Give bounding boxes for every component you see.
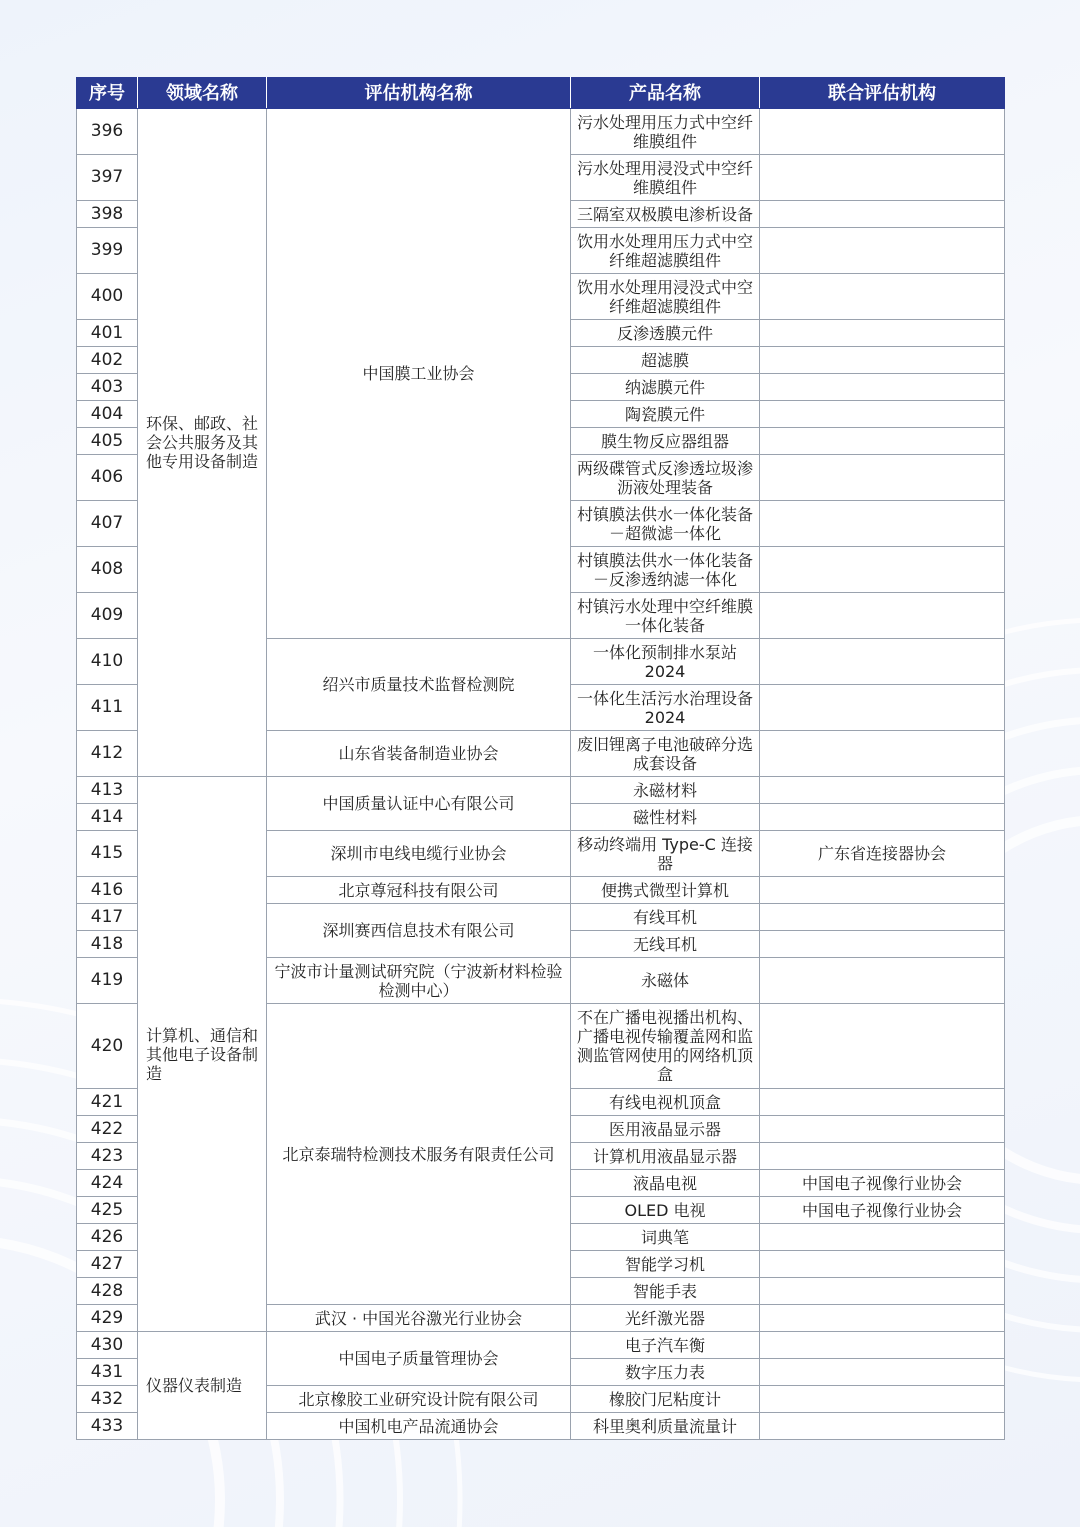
product-name-cell: 词典笔 xyxy=(571,1224,760,1251)
joint-agency-cell xyxy=(760,931,1005,958)
product-name-cell: 一体化生活污水治理设备 2024 xyxy=(571,685,760,731)
joint-agency-cell xyxy=(760,1089,1005,1116)
serial-no-cell: 424 xyxy=(77,1170,138,1197)
product-name-cell: 不在广播电视播出机构、广播电视传输覆盖网和监测监管网使用的网络机顶盒 xyxy=(571,1004,760,1089)
product-name-cell: 橡胶门尼粘度计 xyxy=(571,1386,760,1413)
product-name-cell: 纳滤膜元件 xyxy=(571,374,760,401)
serial-no-cell: 405 xyxy=(77,428,138,455)
table-header-row xyxy=(77,78,1005,109)
serial-no-cell: 402 xyxy=(77,347,138,374)
joint-agency-cell xyxy=(760,593,1005,639)
agency-name-cell: 宁波市计量测试研究院（宁波新材料检验检测中心） xyxy=(267,958,571,1004)
serial-no-cell: 403 xyxy=(77,374,138,401)
joint-agency-cell xyxy=(760,1116,1005,1143)
serial-no-cell: 426 xyxy=(77,1224,138,1251)
product-name-cell: 科里奥利质量流量计 xyxy=(571,1413,760,1440)
agency-name-cell: 深圳赛西信息技术有限公司 xyxy=(267,904,571,958)
product-name-cell: 电子汽车衡 xyxy=(571,1332,760,1359)
joint-agency-cell xyxy=(760,274,1005,320)
table-row xyxy=(77,109,1005,155)
serial-no-cell: 406 xyxy=(77,455,138,501)
agency-name-cell: 中国质量认证中心有限公司 xyxy=(267,777,571,831)
serial-no-cell: 401 xyxy=(77,320,138,347)
table-row xyxy=(77,777,1005,804)
joint-agency-cell xyxy=(760,1224,1005,1251)
joint-agency-cell xyxy=(760,639,1005,685)
serial-no-cell: 422 xyxy=(77,1116,138,1143)
serial-no-cell: 428 xyxy=(77,1278,138,1305)
serial-no-cell: 431 xyxy=(77,1359,138,1386)
joint-agency-cell xyxy=(760,320,1005,347)
product-name-cell: 液晶电视 xyxy=(571,1170,760,1197)
product-name-cell: 光纤激光器 xyxy=(571,1305,760,1332)
assessment-table xyxy=(76,77,1005,1440)
serial-no-cell: 419 xyxy=(77,958,138,1004)
product-name-cell: 饮用水处理用压力式中空纤维超滤膜组件 xyxy=(571,228,760,274)
product-name-cell: 村镇膜法供水一体化装备－超微滤一体化 xyxy=(571,501,760,547)
agency-name-cell: 深圳市电线电缆行业协会 xyxy=(267,831,571,877)
product-name-cell: 废旧锂离子电池破碎分选成套设备 xyxy=(571,731,760,777)
serial-no-cell: 400 xyxy=(77,274,138,320)
joint-agency-cell xyxy=(760,958,1005,1004)
joint-agency-cell xyxy=(760,1359,1005,1386)
serial-no-cell: 407 xyxy=(77,501,138,547)
joint-agency-cell xyxy=(760,1413,1005,1440)
joint-agency-cell xyxy=(760,1386,1005,1413)
joint-agency-cell xyxy=(760,155,1005,201)
product-name-cell: 膜生物反应器组器 xyxy=(571,428,760,455)
serial-no-cell: 413 xyxy=(77,777,138,804)
product-name-cell: 数字压力表 xyxy=(571,1359,760,1386)
agency-name-cell: 北京尊冠科技有限公司 xyxy=(267,877,571,904)
agency-name-cell: 武汉 · 中国光谷激光行业协会 xyxy=(267,1305,571,1332)
assessment-table-container xyxy=(76,77,1004,1440)
serial-no-cell: 411 xyxy=(77,685,138,731)
product-name-cell: 永磁体 xyxy=(571,958,760,1004)
product-name-cell: 超滤膜 xyxy=(571,347,760,374)
product-name-cell: 永磁材料 xyxy=(571,777,760,804)
agency-name-cell: 北京橡胶工业研究设计院有限公司 xyxy=(267,1386,571,1413)
product-name-cell: 移动终端用 Type-C 连接器 xyxy=(571,831,760,877)
serial-no-cell: 409 xyxy=(77,593,138,639)
product-name-cell: 一体化预制排水泵站 2024 xyxy=(571,639,760,685)
table-row xyxy=(77,1332,1005,1359)
joint-agency-cell: 中国电子视像行业协会 xyxy=(760,1197,1005,1224)
serial-no-cell: 429 xyxy=(77,1305,138,1332)
field-name-cell: 仪器仪表制造 xyxy=(138,1332,267,1440)
product-name-cell: 村镇膜法供水一体化装备－反渗透纳滤一体化 xyxy=(571,547,760,593)
product-name-cell: 陶瓷膜元件 xyxy=(571,401,760,428)
product-name-cell: 有线电视机顶盒 xyxy=(571,1089,760,1116)
serial-no-cell: 397 xyxy=(77,155,138,201)
serial-no-cell: 398 xyxy=(77,201,138,228)
agency-name-cell: 绍兴市质量技术监督检测院 xyxy=(267,639,571,731)
serial-no-cell: 416 xyxy=(77,877,138,904)
serial-no-cell: 423 xyxy=(77,1143,138,1170)
joint-agency-cell xyxy=(760,1278,1005,1305)
serial-no-cell: 418 xyxy=(77,931,138,958)
product-name-cell: 无线耳机 xyxy=(571,931,760,958)
field-name-cell: 环保、邮政、社会公共服务及其他专用设备制造 xyxy=(138,109,267,777)
serial-no-cell: 410 xyxy=(77,639,138,685)
agency-name-cell: 北京泰瑞特检测技术服务有限责任公司 xyxy=(267,1004,571,1305)
joint-agency-cell xyxy=(760,804,1005,831)
serial-no-cell: 415 xyxy=(77,831,138,877)
joint-agency-cell xyxy=(760,1251,1005,1278)
joint-agency-cell xyxy=(760,455,1005,501)
joint-agency-cell xyxy=(760,685,1005,731)
product-name-cell: 饮用水处理用浸没式中空纤维超滤膜组件 xyxy=(571,274,760,320)
agency-name-cell: 中国膜工业协会 xyxy=(267,109,571,639)
product-name-cell: 村镇污水处理中空纤维膜一体化装备 xyxy=(571,593,760,639)
field-name-cell: 计算机、通信和其他电子设备制造 xyxy=(138,777,267,1332)
joint-agency-cell: 中国电子视像行业协会 xyxy=(760,1170,1005,1197)
header-product-name: 产品名称 xyxy=(571,78,760,109)
joint-agency-cell: 广东省连接器协会 xyxy=(760,831,1005,877)
joint-agency-cell xyxy=(760,777,1005,804)
serial-no-cell: 414 xyxy=(77,804,138,831)
header-joint-agency: 联合评估机构 xyxy=(760,78,1005,109)
joint-agency-cell xyxy=(760,401,1005,428)
product-name-cell: 便携式微型计算机 xyxy=(571,877,760,904)
joint-agency-cell xyxy=(760,228,1005,274)
product-name-cell: OLED 电视 xyxy=(571,1197,760,1224)
joint-agency-cell xyxy=(760,1332,1005,1359)
joint-agency-cell xyxy=(760,1004,1005,1089)
agency-name-cell: 中国电子质量管理协会 xyxy=(267,1332,571,1386)
joint-agency-cell xyxy=(760,201,1005,228)
serial-no-cell: 396 xyxy=(77,109,138,155)
joint-agency-cell xyxy=(760,374,1005,401)
serial-no-cell: 427 xyxy=(77,1251,138,1278)
serial-no-cell: 417 xyxy=(77,904,138,931)
joint-agency-cell xyxy=(760,1143,1005,1170)
serial-no-cell: 430 xyxy=(77,1332,138,1359)
joint-agency-cell xyxy=(760,428,1005,455)
product-name-cell: 污水处理用压力式中空纤维膜组件 xyxy=(571,109,760,155)
product-name-cell: 磁性材料 xyxy=(571,804,760,831)
product-name-cell: 医用液晶显示器 xyxy=(571,1116,760,1143)
joint-agency-cell xyxy=(760,547,1005,593)
serial-no-cell: 433 xyxy=(77,1413,138,1440)
serial-no-cell: 412 xyxy=(77,731,138,777)
joint-agency-cell xyxy=(760,877,1005,904)
serial-no-cell: 408 xyxy=(77,547,138,593)
serial-no-cell: 399 xyxy=(77,228,138,274)
product-name-cell: 两级碟管式反渗透垃圾渗沥液处理装备 xyxy=(571,455,760,501)
serial-no-cell: 421 xyxy=(77,1089,138,1116)
header-serial-no: 序号 xyxy=(77,78,138,109)
product-name-cell: 智能学习机 xyxy=(571,1251,760,1278)
agency-name-cell: 中国机电产品流通协会 xyxy=(267,1413,571,1440)
joint-agency-cell xyxy=(760,347,1005,374)
joint-agency-cell xyxy=(760,1305,1005,1332)
table-body xyxy=(77,109,1005,1440)
header-agency-name: 评估机构名称 xyxy=(267,78,571,109)
joint-agency-cell xyxy=(760,904,1005,931)
product-name-cell: 计算机用液晶显示器 xyxy=(571,1143,760,1170)
joint-agency-cell xyxy=(760,109,1005,155)
serial-no-cell: 420 xyxy=(77,1004,138,1089)
product-name-cell: 智能手表 xyxy=(571,1278,760,1305)
serial-no-cell: 404 xyxy=(77,401,138,428)
serial-no-cell: 425 xyxy=(77,1197,138,1224)
product-name-cell: 反渗透膜元件 xyxy=(571,320,760,347)
product-name-cell: 污水处理用浸没式中空纤维膜组件 xyxy=(571,155,760,201)
product-name-cell: 三隔室双极膜电渗析设备 xyxy=(571,201,760,228)
serial-no-cell: 432 xyxy=(77,1386,138,1413)
joint-agency-cell xyxy=(760,501,1005,547)
header-field-name: 领域名称 xyxy=(138,78,267,109)
joint-agency-cell xyxy=(760,731,1005,777)
agency-name-cell: 山东省装备制造业协会 xyxy=(267,731,571,777)
product-name-cell: 有线耳机 xyxy=(571,904,760,931)
